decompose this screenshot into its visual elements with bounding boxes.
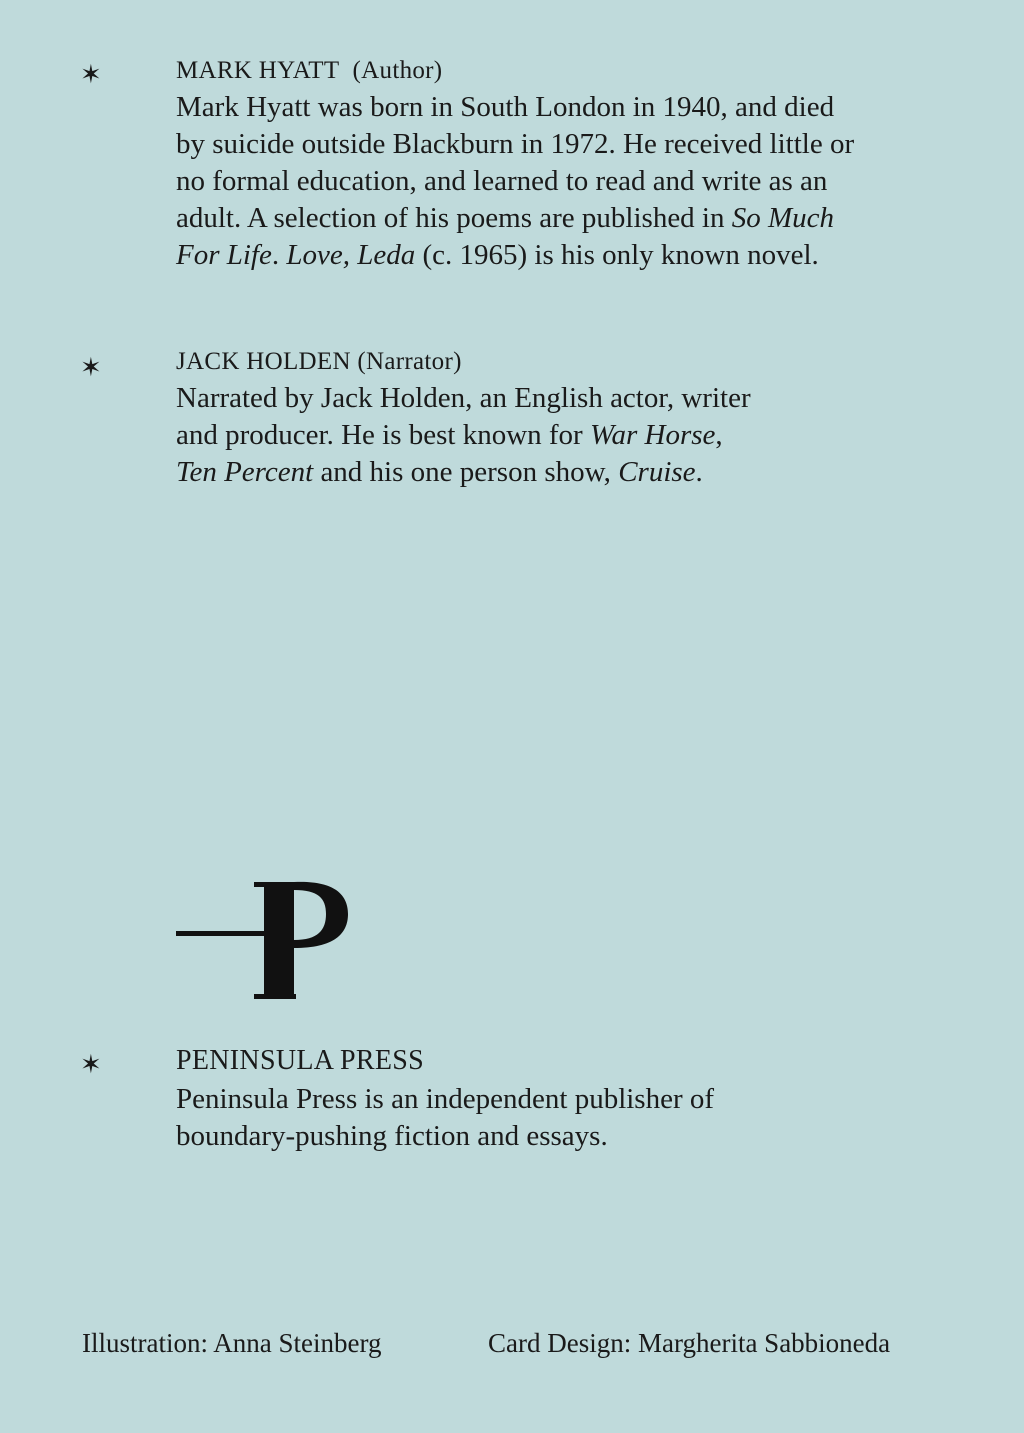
publisher-heading: PENINSULA PRESS [176,1045,425,1076]
narrator-bio-end: . [695,456,703,488]
star-bullet-icon: ✶ [80,1050,102,1079]
star-bullet-icon: ✶ [80,60,102,89]
author-bio-title-1: So Much For Life [176,202,835,271]
illustration-credit: Illustration: Anna Steinberg [82,1328,382,1358]
author-name: MARK HYATT [176,57,340,84]
narrator-role: (Narrator) [357,348,462,375]
narrator-bio-separator: , [715,419,723,451]
author-bio-text-1: Mark Hyatt was born in South London in 1940, and died by suicide outside Blackburn in 1972. He received little or no formal education, and learned to read and write as an adult. A selection of his poems are published in [176,91,855,234]
author-bio-title-2: Love, Leda [286,239,416,271]
design-credit: Card Design: Margherita Sabbioneda [488,1328,891,1358]
narrator-bio [176,380,766,491]
publisher-block [176,1044,816,1155]
narrator-bio-title-1: War Horse [589,419,716,451]
author-block [176,56,856,274]
author-heading [176,56,856,86]
narrator-name: JACK HOLDEN [176,348,351,375]
narrator-bio-title-3: Cruise [618,456,696,488]
narrator-heading [176,347,766,377]
narrator-bio-text-2: and his one person show, [313,456,619,488]
author-role: (Author) [352,57,443,84]
author-bio [176,89,856,274]
author-bio-separator: . [271,239,287,271]
narrator-block [176,347,766,491]
narrator-bio-text-1: Narrated by Jack Holden, an English actor, writer and producer. He is best known for [176,382,751,451]
author-bio-text-2: (c. 1965) is his only known novel. [415,239,819,271]
narrator-bio-title-2: Ten Percent [176,456,314,488]
peninsula-press-logo-icon [176,876,356,1006]
publisher-description: Peninsula Press is an independent publisher of boundary-pushing fiction and essays. [176,1083,715,1152]
star-bullet-icon: ✶ [80,353,102,382]
